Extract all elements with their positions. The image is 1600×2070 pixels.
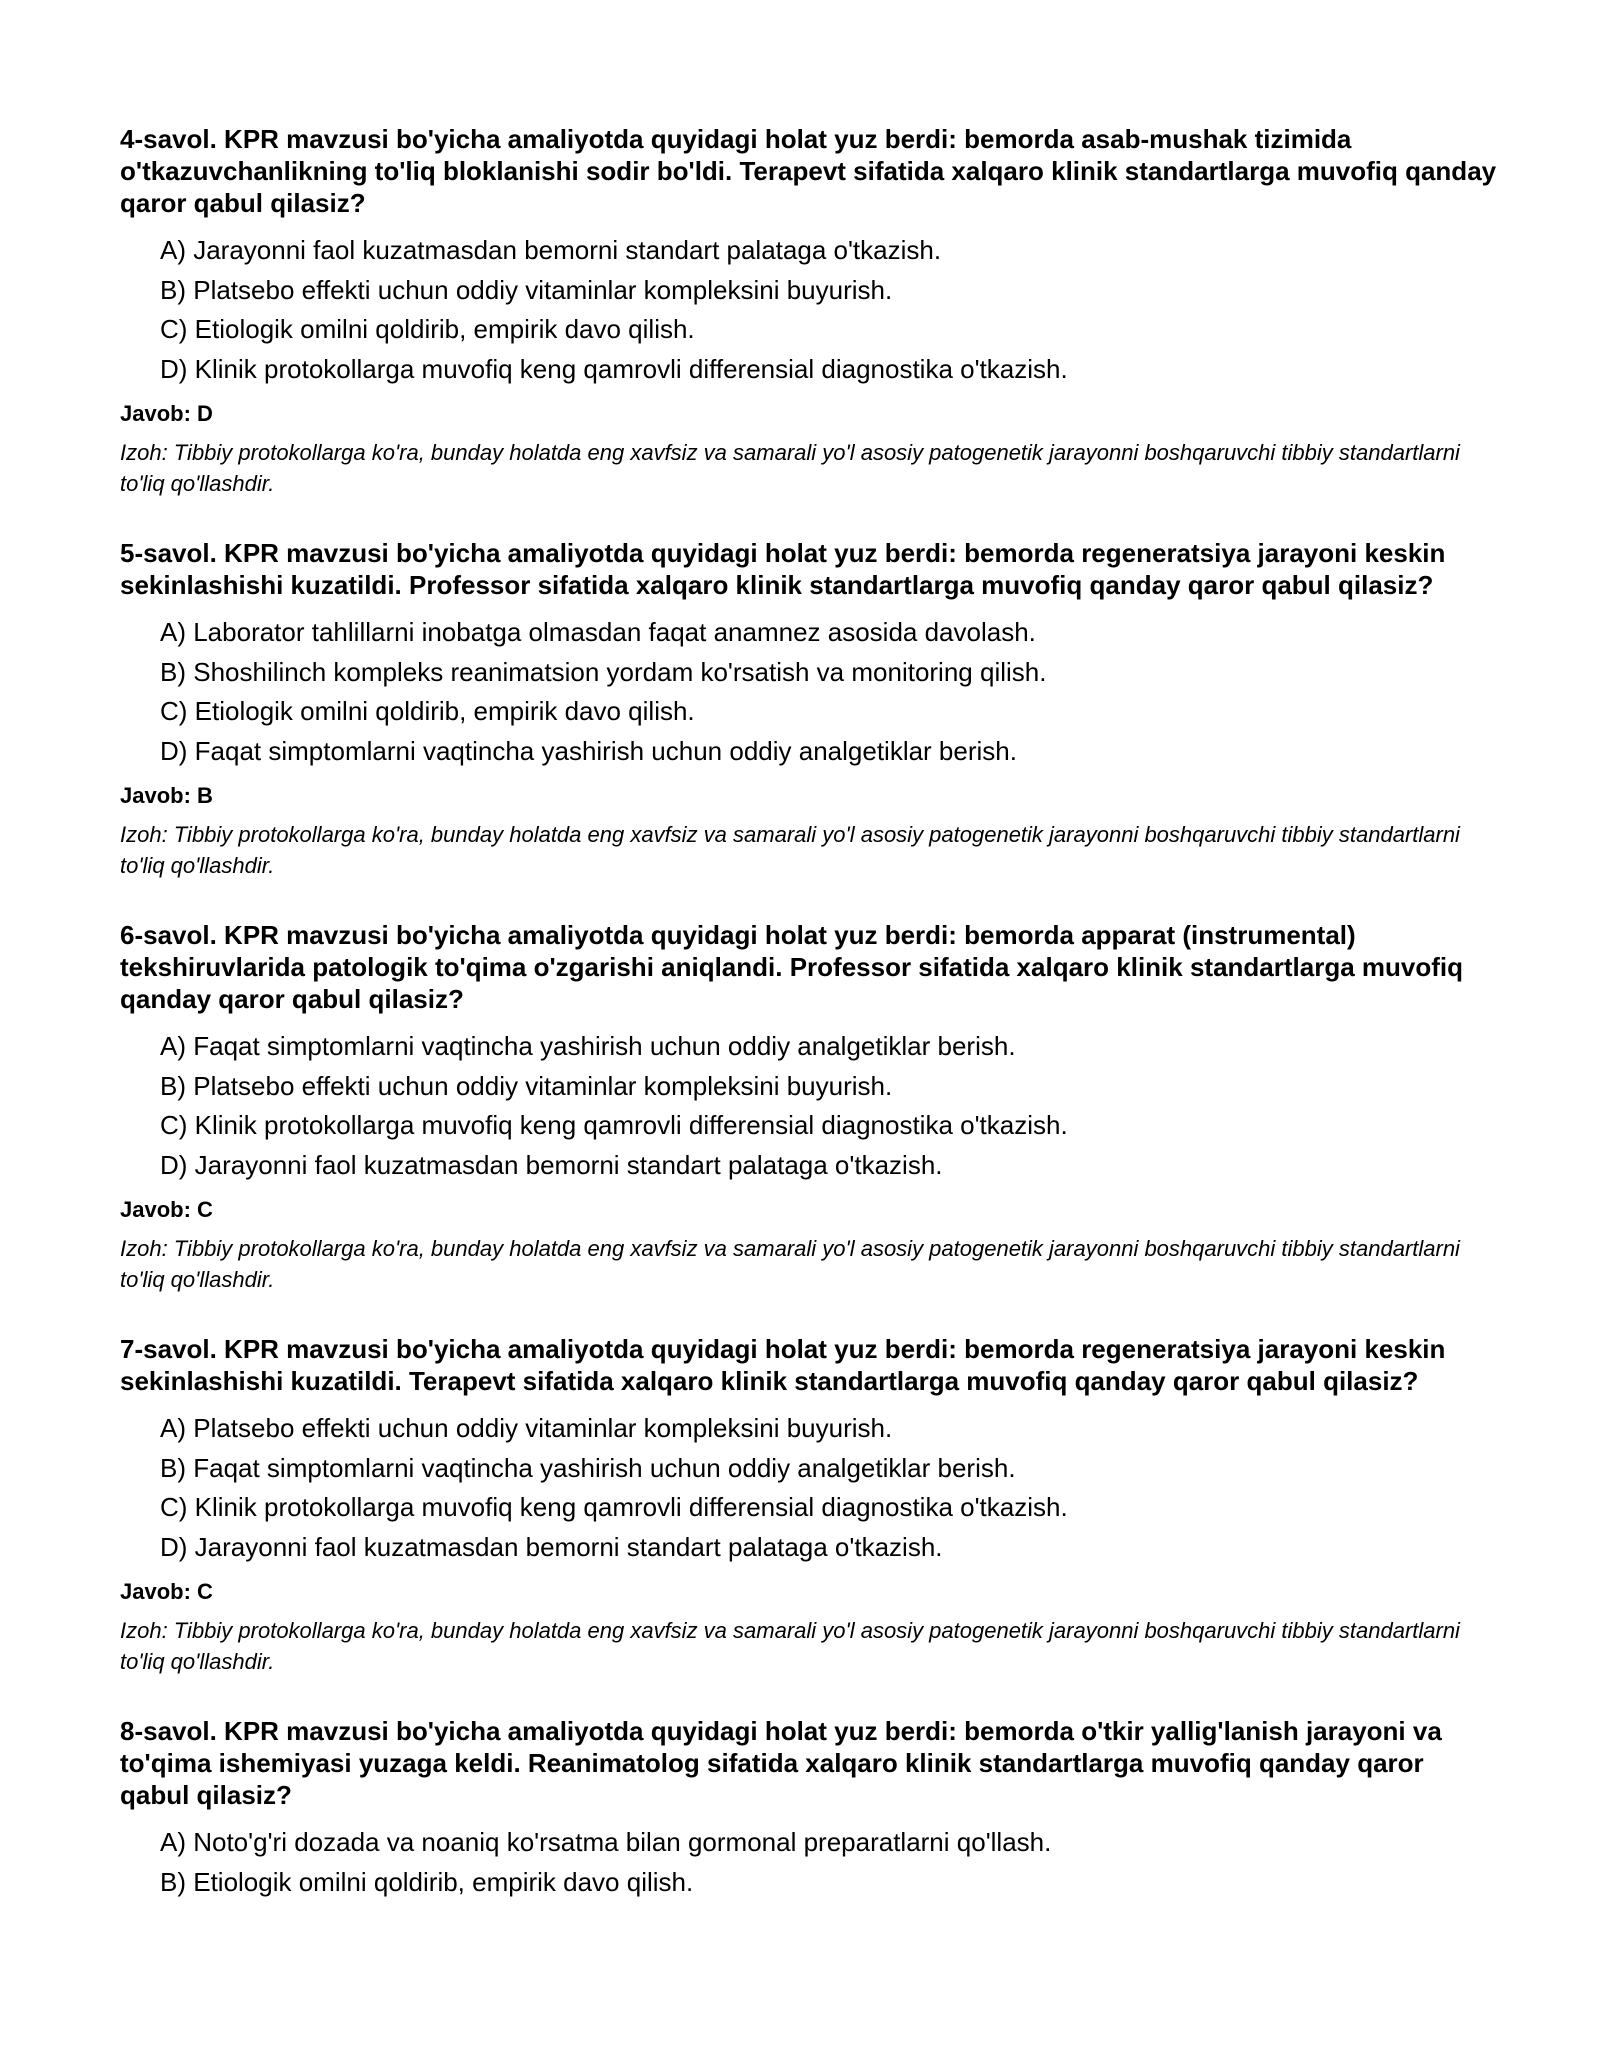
option-d: D) Faqat simptomlarni vaqtincha yashirish uchun oddiy analgetiklar berish. bbox=[160, 735, 1017, 766]
option-b: B) Shoshilinch kompleks reanimatsion yordam ko'rsatish va monitoring qilish. bbox=[160, 656, 1047, 687]
option-b: B) Etiologik omilni qoldirib, empirik davo qilish. bbox=[160, 1866, 694, 1897]
explanation: Izoh: Tibbiy protokollarga ko'ra, bunday holatda eng xavfsiz va samarali yo'l asosiy patogenetik jarayonni boshqaruvchi tibbiy standartlarni to'liq qo'llashdir. bbox=[120, 1236, 1460, 1292]
answer-key: Javob: D bbox=[120, 401, 213, 426]
answer-options bbox=[160, 231, 1500, 389]
option-a: A) Platsebo effekti uchun oddiy vitaminlar kompleksini buyurish. bbox=[160, 1413, 893, 1443]
option-a: A) Laborator tahlillarni inobatga olmasdan faqat anamnez asosida davolash. bbox=[160, 617, 1036, 647]
option-c: C) Klinik protokollarga muvofiq keng qamrovli differensial diagnostika o'tkazish. bbox=[160, 1492, 1068, 1522]
answer-options bbox=[160, 1027, 1500, 1185]
question-title: 7-savol. KPR mavzusi bo'yicha amaliyotda quyidagi holat yuz berdi: bemorda regeneratsiya jarayoni keskin sekinlashishi kuzatildi. Terapevt sifatida xalqaro klinik standartlarga muvofiq qanday qaror qabul qilasiz? bbox=[120, 1334, 1446, 1396]
option-c: C) Klinik protokollarga muvofiq keng qamrovli differensial diagnostika o'tkazish. bbox=[160, 1110, 1068, 1140]
document-page bbox=[120, 123, 1500, 1940]
option-a: A) Jarayonni faol kuzatmasdan bemorni standart palataga o'tkazish. bbox=[160, 235, 942, 265]
answer-options bbox=[160, 1823, 1500, 1902]
question-title: 8-savol. KPR mavzusi bo'yicha amaliyotda quyidagi holat yuz berdi: bemorda o'tkir yallig'lanish jarayoni va to'qima ishemiyasi yuzaga keldi. Reanimatolog sifatida xalqaro klinik standartlarga muvofiq qanday qaror qabul qilasiz? bbox=[120, 1716, 1442, 1810]
option-b: B) Platsebo effekti uchun oddiy vitaminlar kompleksini buyurish. bbox=[160, 274, 893, 305]
answer-key: Javob: B bbox=[120, 783, 213, 808]
option-d: D) Jarayonni faol kuzatmasdan bemorni standart palataga o'tkazish. bbox=[160, 1531, 943, 1562]
option-d: D) Klinik protokollarga muvofiq keng qamrovli differensial diagnostika o'tkazish. bbox=[160, 353, 1068, 384]
option-b: B) Platsebo effekti uchun oddiy vitaminlar kompleksini buyurish. bbox=[160, 1070, 893, 1101]
option-a: A) Faqat simptomlarni vaqtincha yashirish uchun oddiy analgetiklar berish. bbox=[160, 1031, 1016, 1061]
option-d: D) Jarayonni faol kuzatmasdan bemorni standart palataga o'tkazish. bbox=[160, 1149, 943, 1180]
explanation: Izoh: Tibbiy protokollarga ko'ra, bunday holatda eng xavfsiz va samarali yo'l asosiy patogenetik jarayonni boshqaruvchi tibbiy standartlarni to'liq qo'llashdir. bbox=[120, 440, 1460, 496]
option-c: C) Etiologik omilni qoldirib, empirik davo qilish. bbox=[160, 696, 695, 726]
option-c: C) Etiologik omilni qoldirib, empirik davo qilish. bbox=[160, 314, 695, 344]
answer-key: Javob: C bbox=[120, 1197, 213, 1222]
option-b: B) Faqat simptomlarni vaqtincha yashirish uchun oddiy analgetiklar berish. bbox=[160, 1452, 1016, 1483]
question-title: 4-savol. KPR mavzusi bo'yicha amaliyotda quyidagi holat yuz berdi: bemorda asab-mushak tizimida o'tkazuvchanlikning to'liq bloklanishi sodir bo'ldi. Terapevt sifatida xalqaro klinik standartlarga muvofiq qanday qaror qabul qilasiz? bbox=[120, 124, 1497, 218]
answer-key: Javob: C bbox=[120, 1579, 213, 1604]
explanation: Izoh: Tibbiy protokollarga ko'ra, bunday holatda eng xavfsiz va samarali yo'l asosiy patogenetik jarayonni boshqaruvchi tibbiy standartlarni to'liq qo'llashdir. bbox=[120, 822, 1460, 878]
option-a: A) Noto'g'ri dozada va noaniq ko'rsatma bilan gormonal preparatlarni qo'llash. bbox=[160, 1827, 1052, 1857]
question-block bbox=[120, 1715, 1500, 1902]
explanation: Izoh: Tibbiy protokollarga ko'ra, bunday holatda eng xavfsiz va samarali yo'l asosiy patogenetik jarayonni boshqaruvchi tibbiy standartlarni to'liq qo'llashdir. bbox=[120, 1618, 1460, 1674]
question-title: 5-savol. KPR mavzusi bo'yicha amaliyotda quyidagi holat yuz berdi: bemorda regeneratsiya jarayoni keskin sekinlashishi kuzatildi. Professor sifatida xalqaro klinik standartlarga muvofiq qanday qaror qabul qilasiz? bbox=[120, 538, 1446, 600]
question-block bbox=[120, 919, 1500, 1295]
question-title: 6-savol. KPR mavzusi bo'yicha amaliyotda quyidagi holat yuz berdi: bemorda apparat (instrumental) tekshiruvlarida patologik to'qima o'zgarishi aniqlandi. Professor sifatida xalqaro klinik standartlarga muvofiq qanday qaror qabul qilasiz? bbox=[120, 920, 1464, 1014]
question-block bbox=[120, 1333, 1500, 1677]
answer-options bbox=[160, 613, 1500, 771]
question-block bbox=[120, 537, 1500, 881]
question-block bbox=[120, 123, 1500, 499]
answer-options bbox=[160, 1409, 1500, 1567]
